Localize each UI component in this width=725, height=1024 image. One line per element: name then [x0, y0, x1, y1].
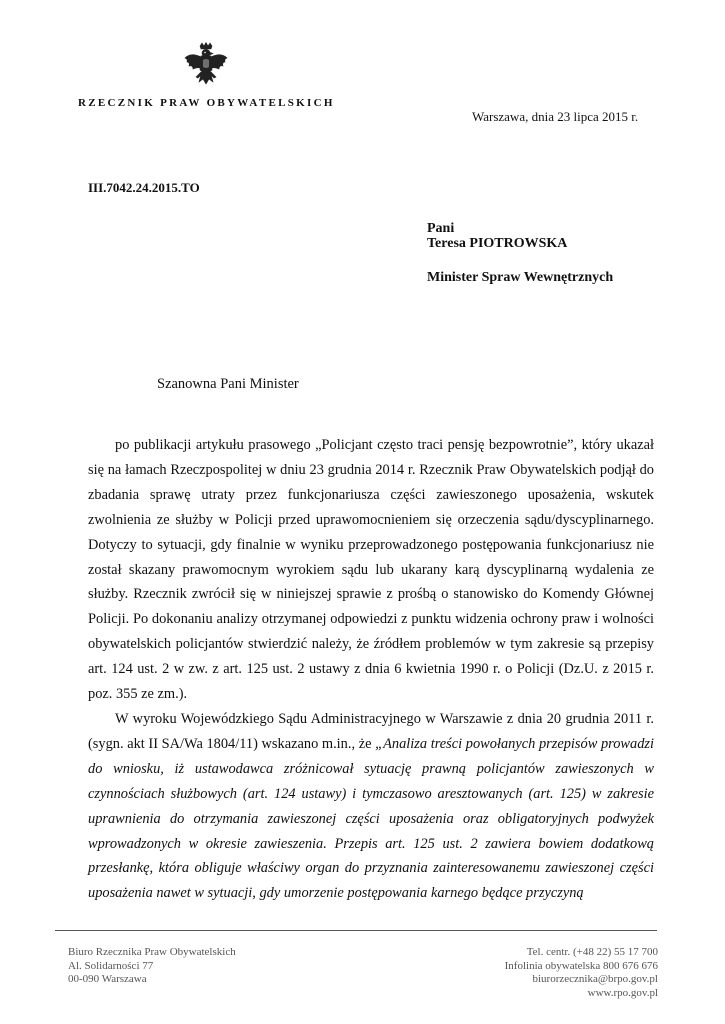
footer-city: 00-090 Warszawa	[68, 973, 147, 986]
letter-body	[88, 433, 654, 906]
body-paragraph-2	[88, 707, 654, 906]
footer-contact	[505, 946, 658, 1001]
footer-phone: Tel. centr. (+48 22) 55 17 700	[526, 946, 658, 958]
footer-divider	[55, 930, 657, 931]
addressee-salutation: Pani	[427, 221, 455, 236]
footer-office-name: Biuro Rzecznika Praw Obywatelskich	[68, 946, 236, 958]
addressee-name: Teresa PIOTROWSKA	[427, 236, 568, 251]
organization-name: RZECZNIK PRAW OBYWATELSKICH	[78, 97, 335, 109]
footer-street: Al. Solidarności 77	[68, 959, 154, 972]
polish-eagle-emblem	[183, 42, 229, 92]
letter-date: Warszawa, dnia 23 lipca 2015 r.	[472, 109, 639, 124]
footer-hotline: Infolinia obywatelska 800 676 676	[504, 959, 658, 972]
court-quote: „Analiza treści powołanych przepisów prowadzi do wniosku, iż ustawodawca zróżnicował sytuację prawną policjantów zawieszonych w czynnościach służbowych (art. 124 ustawy) i tymczasowo aresztowanych (art. 125) w zakresie uprawnienia do otrzymania zawieszonej części uposażenia oraz obligatoryjnych podwyżek wprowadzonych w okresie zawieszenia. Przepis art. 125 ust. 2 zawiera bowiem dodatkową przesłankę, która obliguje właściwy organ do przyznania zainteresowanemu zawieszonej części uposażenia nawet w sytuacji, gdy umorzenie postępowania karnego będące przyczyną	[88, 735, 654, 902]
body-paragraph-1: po publikacji artykułu prasowego „Policjant często traci pensję bezpowrotnie”, który ukazał się na łamach Rzeczpospolitej w dniu 23 grudnia 2014 r. Rzecznik Praw Obywatelskich podjął do zbadania sprawę utraty przez funkcjonariusza części zawieszonego uposażenia, wskutek zwolnienia ze służby w Policji przed uprawomocnieniem się orzeczenia sądu/dyscyplinarnego. Dotyczy to sytuacji, gdy finalnie w wyniku przeprowadzonego postępowania funkcjonariusz nie został skazany prawomocnym wyrokiem sądu lub ukarany karą dyscyplinarną wydalenia ze służby. Rzecznik zwrócił się w niniejszej sprawie z prośbą o stanowisko do Komendy Głównej Policji. Po dokonaniu analizy otrzymanej odpowiedzi z punktu widzenia ochrony praw i wolności obywatelskich policjantów stwierdzić należy, że źródłem problemów w tym zakresie są przepisy art. 124 ust. 2 w zw. z art. 125 ust. 2 ustawy z dnia 6 kwietnia 1990 r. o Policji (Dz.U. z 2015 r. poz. 355 ze zm.).	[88, 437, 654, 703]
reference-number: III.7042.24.2015.TO	[88, 180, 200, 195]
addressee-title: Minister Spraw Wewnętrznych	[427, 270, 614, 285]
footer-address	[68, 946, 236, 987]
salutation: Szanowna Pani Minister	[157, 376, 299, 392]
footer-website[interactable]: www.rpo.gov.pl	[587, 987, 658, 1000]
footer-email[interactable]: biurorzecznika@brpo.gov.pl	[532, 973, 658, 986]
paragraph-2-intro: W wyroku Wojewódzkiego Sądu Administracyjnego w Warszawie z dnia 20 grudnia 2011 r. (sygn. akt II SA/Wa 1804/11) wskazano m.in., że	[88, 710, 654, 752]
